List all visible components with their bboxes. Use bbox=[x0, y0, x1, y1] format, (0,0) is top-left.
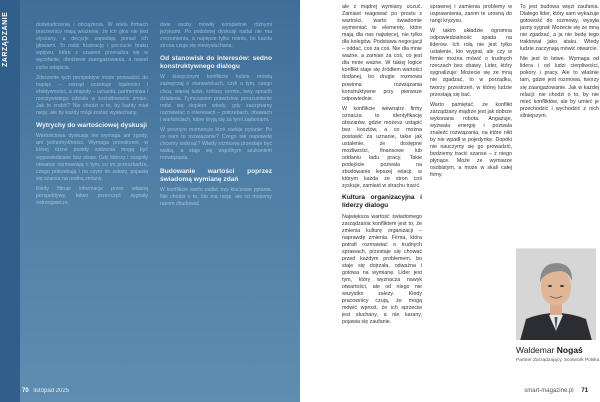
page-number: 71 bbox=[581, 388, 588, 394]
left-page-footer bbox=[22, 388, 69, 394]
author-name bbox=[516, 345, 583, 355]
right-page bbox=[300, 0, 600, 402]
paragraph: W konflikcie wewnątrz firmy oznacza to identyfikację obszarów, gdzie możesz ustąpić bez kosztów, a co można postawić za uznanie, takie jak ustalenie, że dostępne możliwości, finansowe lub oddaniu ładu pracy. Takie podejście pozwala na zbudowanie lepszej relacji, w którym każda ze stron coś zyskuje, zamiast w strachu tracić. bbox=[342, 105, 422, 190]
right-column-2 bbox=[430, 4, 512, 369]
paragraph: W pewnym momencie ktoś zadaje pytanie: Po co nam to rozwiązanie? Czego tak naprawdę chcemy uniknąć? Wtedy rozmowa przestaje być walką, a staje się wspólnym szukaniem rozwiązania. bbox=[160, 127, 272, 162]
left-column-1 bbox=[36, 22, 148, 362]
paragraph: Największa wartość świadomego zarządzania konfliktem jest to, że zmienia kulturę organizacji – naprawdę zmienia. Firma, która potrafi rozmawiać o trudnych sprawach, przestaje się chować przed każdym problemem, bo staje się dojrzała, odważna i gotowa na wymianę. Lider jest tym, który wyznacza nawyk otwartości, ale od niego nie wszystko zależy. Kiedy pracownicy czują, że mogą mówić wprost, że ich sprzeciw jest słuchany, a nie karany, pojawia się zaufanie. bbox=[342, 213, 422, 326]
author-last-name: Nogaś bbox=[556, 345, 583, 355]
subheading: Kultura organizacyjna i liderzy dialogu bbox=[342, 194, 422, 210]
paragraph: W klasycznym konflikcie ludzie mówią zazwyczaj o stanowiskach, czyli o tym, czego chcą: więcej ludzi, krótszy termin, inny sposób działania. Tymczasem prawdziwe porozumienie rodzi się dopiero wtedy, gdy zaczynamy rozmawiać o interesach – potrzebach, obawach i wartościach, które kryją się za tymi żądaniami. bbox=[160, 74, 272, 123]
author-portrait bbox=[516, 248, 596, 340]
right-column-3 bbox=[520, 4, 599, 176]
portrait-image bbox=[516, 249, 596, 340]
subheading: Budowanie wartości poprzez świadomą wymianę zdań bbox=[160, 167, 272, 183]
right-page-footer bbox=[524, 388, 588, 394]
paragraph: doświadczenia i obciążenia. W wielu firmach pracownicy mają wrażenie, że ich głos nie jest słyszany, a decyzje zapadają ponad ich głowami. To rodzi frustrację i poczucie braku wpływu, które z czasem przeradza się w wycofanie, obniżenie zaangażowania, a nawet ciche odejścia. bbox=[36, 22, 148, 71]
paragraph: W takim układzie ogromna odpowiedzialność spada na liderów. Ich rolą nie jest tylko ustalenie, kto wygrał, ale czy w firmie można mówić o trudnych rzeczach bez obawy. Lider, który sygnalizuje: Możecie się ze mną nie zgadzać, to w porządku, tworzy przestrzeń, w której ludzie przestają się bać. bbox=[430, 28, 512, 98]
paragraph: dwie osoby mówiły kompletnie różnymi językami. Po podobnej dyskusji nadal nie ma zrozumienia, a napięcie tylko rośnie, bo każda strona czuje się niewysłuchana. bbox=[160, 22, 272, 50]
paragraph: To jest budowa więzi zaufania. Dlatego lider, który sam wykazuje gotowość do rozmowy, wysyła jasny sygnał: Możecie się ze mną nie zgadzać, a ja nie będę tego traktował jako ataku. Wtedy ludzie zaczynają mówić otwarcie. bbox=[520, 4, 599, 53]
paragraph: Nie jest to łatwe. Wymaga od lidera i od ludzi cierpliwości, pokory i pracy. Ale to właśnie tam, gdzie jest rozmowa, tworzy się zaangażowanie. Jak w każdej relacji: nie chodzi o to, by nie mieć konfliktów, ale by umieć je przechodzić i wychodzić z nich silniejszym. bbox=[520, 56, 599, 119]
right-column-1 bbox=[342, 4, 422, 369]
paragraph: W konflikcie warto zadać trzy kluczowe pytania. Nie chodzi o to, kto ma rację, ale co możemy razem zbudować. bbox=[160, 186, 272, 207]
paragraph: Wartościowa dyskusja nie wymaga ani zgody, ani jednomyślności. Wymaga przestrzeni, w której różne punkty widzenia mogą być wypowiedziane bez obaw. Gdy liderzy i zespoły otwarcie rozmawiają o tym, co im przeszkadza, czego potrzebują i na czym im zależy, pojawia się szansa na realną zmianę. bbox=[36, 133, 148, 182]
page-number: 70 bbox=[22, 388, 29, 394]
left-column-2 bbox=[160, 22, 272, 362]
section-label: ZARZĄDZANIE bbox=[2, 12, 9, 68]
site-url: smart-magazine.pl bbox=[524, 388, 574, 394]
paragraph: ale z mądrej wymiany uczuć. Zamiast reagować po prostu z wartości, warto świadomie wymieniać te elementy, które mają dla nas najwięcej, nie tylko dla kolegów. Podstawa negocjacji – oddać, cos za coś. Nie dla mnie ważne, a zamian za coś, co jest dla mnie ważne. W takiej logice konflikt staje się źródłem wartości dodanej, bo drugie rozmowa powinna rozwiązania konstruktywne przy pierwsze odpowiednie. bbox=[342, 4, 422, 102]
paragraph: Warto pamiętać, że konflikt zarządzany mądrze jest jak dobrze wykonana robota. Angażuje, wyzwala energię i pozwala znaleźć rozwiązania, na które nikt by nie wpadł w pojedynkę. Dopóki nie nauczymy się go prowadzić, będziemy tracić szanse – z niego płynące. Może ze wymiarze osobistym, a może w skali całej firmy. bbox=[430, 101, 512, 179]
subheading: Wytrychy do wartościowej dyskusji bbox=[36, 122, 147, 130]
author-role: Partner Zarządzający, Scotwork Polska bbox=[516, 358, 600, 363]
issue-date: listopad 2025 bbox=[33, 388, 70, 394]
subheading: Od stanowisk do interesów: sedno konstruktywnego dialogu bbox=[160, 55, 272, 71]
paragraph: Kiedy filtruje informacje przez własną perspektywę, łatwo przeoczyć sygnały ostrzegawcze. bbox=[36, 185, 148, 207]
author-first-name: Waldemar bbox=[516, 345, 555, 355]
paragraph: sprawnej i zamienia problemy w usprawnienia, zanim te urosną do rangi kryzysu. bbox=[430, 4, 512, 25]
section-strip bbox=[0, 0, 20, 402]
paragraph: Zderzenie tych perspektyw może prowadzić do napięć – zarząd oczekuje lojalności i efektywności, a zespoły – uznania, partnerstwa i rzeczywistego udziału w kształtowaniu zmian. Jak to zrobić? Nie chodzi o to, by każdy miał rację, ale by każdy mógł zostać wysłuchany. bbox=[36, 74, 148, 117]
